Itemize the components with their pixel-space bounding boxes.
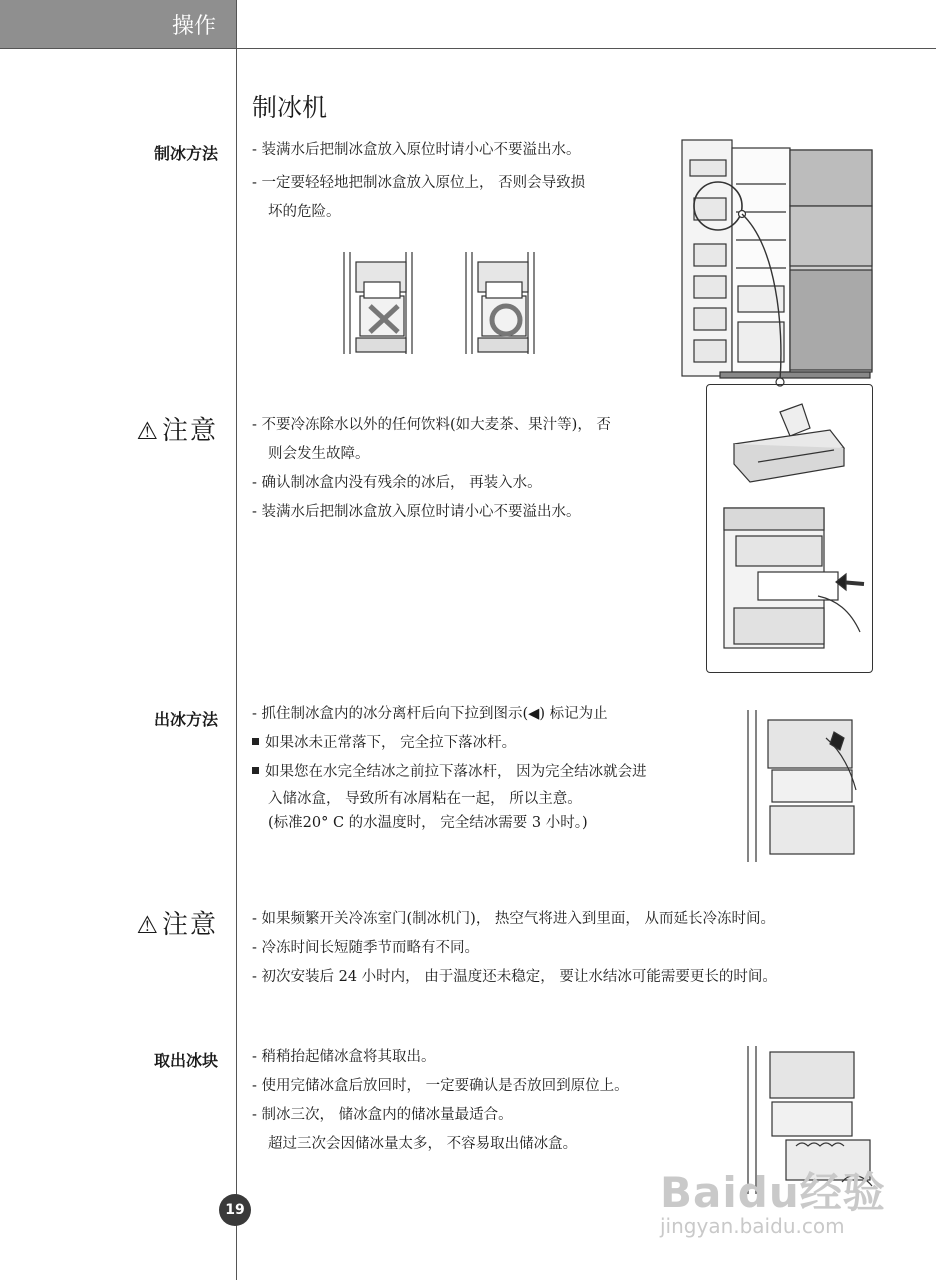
caution2-line-1: - 如果频繁开关冷冻室门(制冰机门)， 热空气将进入到里面， 从而延长冷冻时间。: [252, 911, 776, 927]
caution2-line-3: - 初次安装后 24 小时内， 由于温度还未稳定， 要让水结冰可能需要更长的时间。: [252, 969, 777, 985]
watermark-brand: Baidu经验: [660, 1168, 886, 1217]
watermark: [660, 1160, 886, 1238]
section-header-tab: [0, 0, 236, 48]
section-label-release: 出冰方法: [153, 710, 218, 729]
making-text: [252, 136, 585, 227]
release-line-4: 入储冰盒， 导致所有冰屑粘在一起， 所以主意。: [268, 791, 582, 807]
section-label-remove: 取出冰块: [153, 1051, 218, 1070]
warning-triangle-icon: ⚠: [136, 911, 160, 939]
making-line-2: - 一定要轻轻地把制冰盒放入原位上， 否则会导致损: [252, 175, 586, 191]
caution2-text: [252, 905, 777, 992]
refrigerator-open-illustration: [680, 136, 876, 386]
remove-text: [252, 1043, 629, 1159]
section-header-label: 操作: [171, 13, 216, 39]
square-bullet-icon: [252, 738, 259, 745]
remove-line-3: - 制冰三次， 储冰盒内的储冰量最适合。: [252, 1107, 513, 1123]
caution1-line-4: - 装满水后把制冰盒放入原位时请小心不要溢出水。: [252, 504, 581, 520]
release-line-3: 如果您在水完全结冰之前拉下落冰杆， 因为完全结冰就会进: [252, 758, 647, 787]
caution2-line-2: - 冷冻时间长短随季节而略有不同。: [252, 940, 480, 956]
page-number: 19: [219, 1194, 251, 1226]
remove-line-1: - 稍稍抬起储冰盒将其取出。: [252, 1049, 436, 1065]
remove-line-4: 超过三次会因储冰量太多， 不容易取出储冰盒。: [268, 1136, 578, 1152]
warning-triangle-icon: ⚠: [136, 417, 160, 445]
section-label-making: 制冰方法: [153, 144, 218, 163]
icebox-insertion-illustration: [340, 252, 540, 356]
caution1-line-1: - 不要冷冻除水以外的任何饮料(如大麦茶、果汁等)， 否: [252, 417, 611, 433]
wrong-insertion-figure: [344, 252, 412, 354]
icemaker-fill-illustration: [718, 400, 868, 668]
caution1-line-2: 则会发生故障。: [268, 446, 370, 462]
release-text: [252, 700, 647, 835]
caution-label-2: ⚠注意: [136, 910, 218, 940]
correct-insertion-figure: [466, 252, 534, 354]
watermark-url: jingyan.baidu.com: [660, 1214, 845, 1238]
remove-line-2: - 使用完储冰盒后放回时， 一定要确认是否放回到原位上。: [252, 1078, 629, 1094]
making-line-1: - 装满水后把制冰盒放入原位时请小心不要溢出水。: [252, 142, 581, 158]
square-bullet-icon: [252, 767, 259, 774]
release-line-1: - 抓住制冰盒内的冰分离杆后向下拉到图示(◀) 标记为止: [252, 706, 608, 722]
header-rule: [0, 48, 936, 49]
caution1-line-3: - 确认制冰盒内没有残余的冰后， 再装入水。: [252, 475, 542, 491]
caution1-text: [252, 411, 611, 527]
making-line-3: 坏的危险。: [268, 204, 341, 220]
release-line-5: (标准20° C 的水温度时， 完全结冰需要 3 小时。): [268, 815, 588, 831]
release-line-2: 如果冰未正常落下， 完全拉下落冰杆。: [252, 729, 647, 758]
caution-label-1: ⚠注意: [136, 416, 218, 446]
margin-rule: [236, 0, 237, 1280]
lever-pull-illustration: [746, 710, 856, 864]
page-title: 制冰机: [252, 93, 328, 122]
